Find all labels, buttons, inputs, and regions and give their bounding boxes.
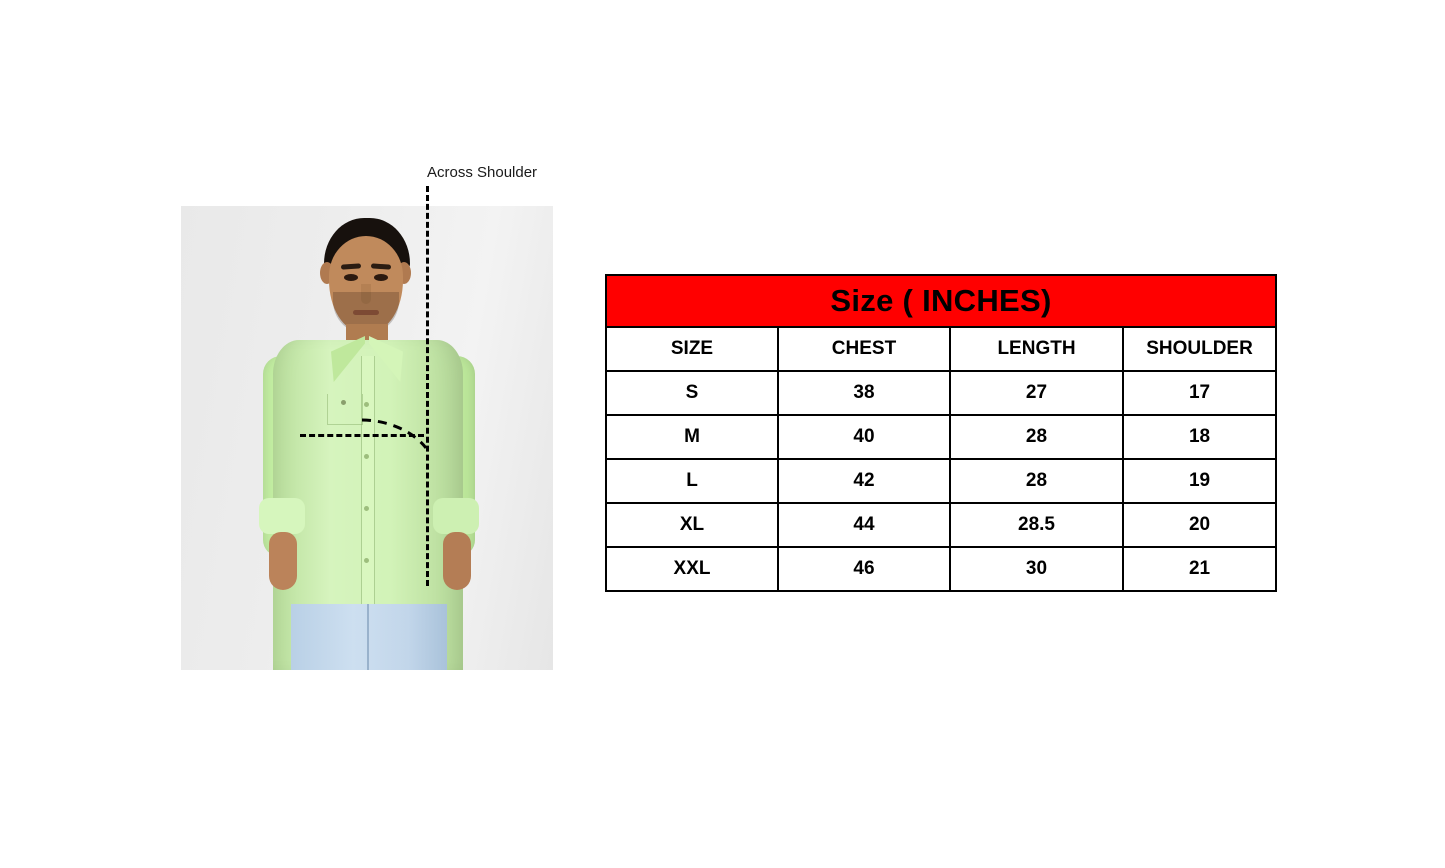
shirt-pocket-detail: [341, 400, 346, 405]
cell-shoulder: 19: [1123, 459, 1276, 503]
shirt-pocket: [327, 394, 363, 425]
size-chart-table: [605, 274, 1277, 592]
column-header-shoulder: SHOULDER: [1123, 327, 1276, 371]
size-chart-title: Size ( INCHES): [606, 275, 1276, 327]
table-row: [606, 503, 1276, 547]
column-header-length: LENGTH: [950, 327, 1123, 371]
shirt-cuff-left: [259, 498, 305, 534]
model-eye-left: [344, 274, 358, 281]
cell-size: L: [606, 459, 778, 503]
shirt-cuff-right: [433, 498, 479, 534]
model-eye-right: [374, 274, 388, 281]
table-row: [606, 371, 1276, 415]
cell-length: 28: [950, 415, 1123, 459]
model-mouth: [353, 310, 379, 315]
jeans-seam: [367, 604, 369, 670]
column-header-size: SIZE: [606, 327, 778, 371]
across-shoulder-dashed-line: [426, 186, 429, 586]
size-chart: [605, 274, 1275, 592]
cell-chest: 42: [778, 459, 950, 503]
cell-size: M: [606, 415, 778, 459]
cell-length: 28.5: [950, 503, 1123, 547]
cell-length: 30: [950, 547, 1123, 591]
shirt-button: [364, 454, 369, 459]
cell-size: XL: [606, 503, 778, 547]
across-shoulder-label: Across Shoulder: [427, 164, 538, 181]
cell-length: 28: [950, 459, 1123, 503]
size-chart-title-row: [606, 275, 1276, 327]
cell-chest: 40: [778, 415, 950, 459]
cell-shoulder: 18: [1123, 415, 1276, 459]
table-row: [606, 459, 1276, 503]
shirt-button: [364, 558, 369, 563]
model-hand-left: [269, 532, 297, 590]
cell-chest: 44: [778, 503, 950, 547]
table-row: [606, 547, 1276, 591]
chest-measure-curve: [360, 418, 428, 450]
cell-chest: 46: [778, 547, 950, 591]
cell-size: XXL: [606, 547, 778, 591]
shirt-button: [364, 506, 369, 511]
column-header-chest: CHEST: [778, 327, 950, 371]
cell-shoulder: 17: [1123, 371, 1276, 415]
cell-size: S: [606, 371, 778, 415]
size-chart-header-row: [606, 327, 1276, 371]
cell-chest: 38: [778, 371, 950, 415]
cell-shoulder: 21: [1123, 547, 1276, 591]
shirt-button: [364, 402, 369, 407]
table-row: [606, 415, 1276, 459]
cell-length: 27: [950, 371, 1123, 415]
cell-shoulder: 20: [1123, 503, 1276, 547]
model-hand-right: [443, 532, 471, 590]
model-jeans: [291, 604, 447, 670]
